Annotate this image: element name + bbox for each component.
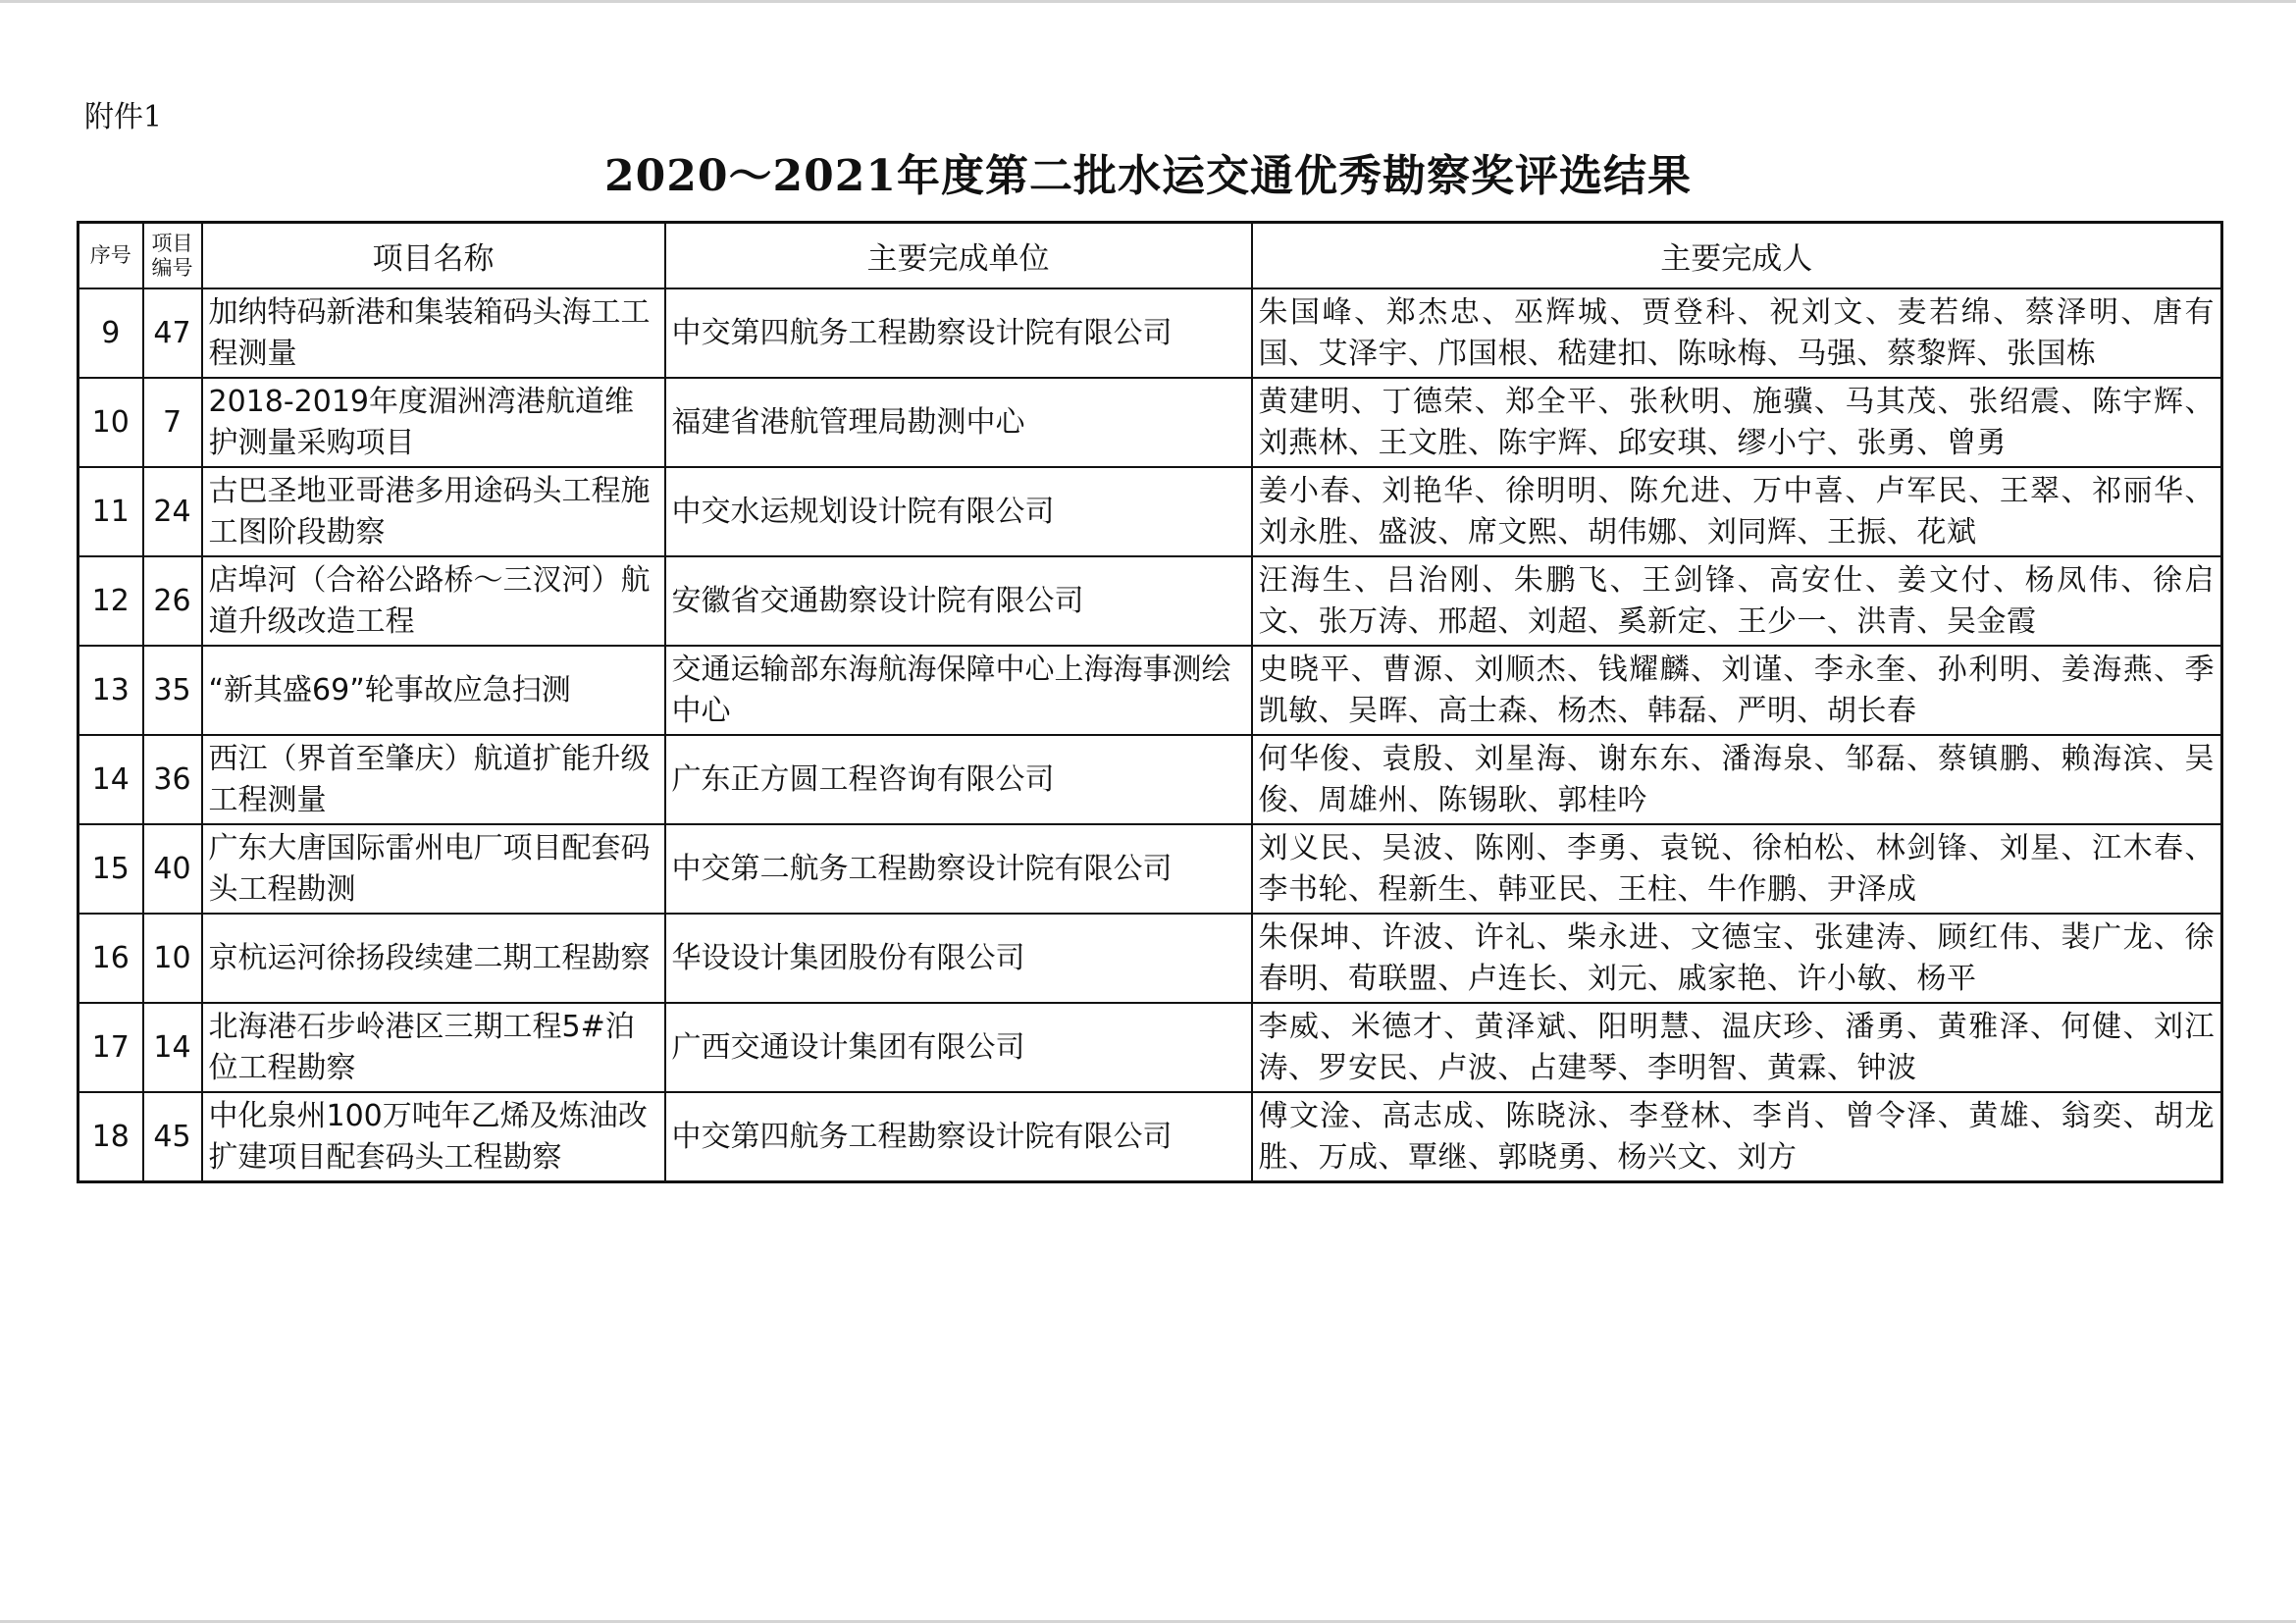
cell-project-name: 中化泉州100万吨年乙烯及炼油改扩建项目配套码头工程勘察 [202,1092,665,1182]
cell-project-no: 26 [143,556,202,646]
cell-project-no: 36 [143,735,202,824]
cell-project-name: 北海港石步岭港区三期工程5#泊位工程勘察 [202,1003,665,1092]
cell-project-no: 7 [143,378,202,467]
attachment-label: 附件1 [84,100,163,134]
cell-seq: 10 [78,378,143,467]
cell-people: 朱保坤、许波、许礼、柴永进、文德宝、张建涛、顾红伟、裴广龙、徐春明、荀联盟、卢连长、刘元、戚家艳、许小敏、杨平 [1252,914,2222,1003]
cell-project-no: 40 [143,824,202,914]
cell-seq: 14 [78,735,143,824]
header-project-no: 项目编号 [143,223,202,289]
cell-seq: 16 [78,914,143,1003]
cell-project-no: 14 [143,1003,202,1092]
cell-unit: 安徽省交通勘察设计院有限公司 [665,556,1252,646]
cell-unit: 广东正方圆工程咨询有限公司 [665,735,1252,824]
cell-unit: 中交第四航务工程勘察设计院有限公司 [665,1092,1252,1182]
cell-people: 姜小春、刘艳华、徐明明、陈允进、万中喜、卢军民、王翠、祁丽华、刘永胜、盛波、席文熙、胡伟娜、刘同辉、王振、花斌 [1252,467,2222,556]
header-unit: 主要完成单位 [665,223,1252,289]
cell-project-name: 2018-2019年度湄洲湾港航道维护测量采购项目 [202,378,665,467]
table-row [78,646,2222,735]
scan-edge-top [0,0,2296,3]
cell-seq: 9 [78,288,143,378]
cell-unit: 中交第四航务工程勘察设计院有限公司 [665,288,1252,378]
cell-unit: 福建省港航管理局勘测中心 [665,378,1252,467]
header-project-name: 项目名称 [202,223,665,289]
cell-people: 汪海生、吕治刚、朱鹏飞、王剑锋、高安仕、姜文付、杨凤伟、徐启文、张万涛、邢超、刘超、奚新定、王少一、洪青、吴金霞 [1252,556,2222,646]
cell-seq: 17 [78,1003,143,1092]
cell-unit: 广西交通设计集团有限公司 [665,1003,1252,1092]
cell-project-no: 45 [143,1092,202,1182]
table-row [78,1003,2222,1092]
table-body [78,288,2222,1182]
header-seq: 序号 [78,223,143,289]
cell-project-no: 24 [143,467,202,556]
cell-people: 刘义民、吴波、陈刚、李勇、袁锐、徐柏松、林剑锋、刘星、江木春、李书轮、程新生、韩亚民、王柱、牛作鹏、尹泽成 [1252,824,2222,914]
cell-seq: 15 [78,824,143,914]
header-row [78,223,2222,289]
table-row [78,1092,2222,1182]
cell-project-name: 店埠河（合裕公路桥～三汊河）航道升级改造工程 [202,556,665,646]
table-row [78,556,2222,646]
cell-people: 何华俊、袁殷、刘星海、谢东东、潘海泉、邹磊、蔡镇鹏、赖海滨、吴俊、周雄州、陈锡耿、郭桂吟 [1252,735,2222,824]
table-row [78,467,2222,556]
cell-seq: 13 [78,646,143,735]
cell-unit: 交通运输部东海航海保障中心上海海事测绘中心 [665,646,1252,735]
table-row [78,378,2222,467]
cell-unit: 华设设计集团股份有限公司 [665,914,1252,1003]
cell-project-name: 京杭运河徐扬段续建二期工程勘察 [202,914,665,1003]
table-row [78,288,2222,378]
cell-unit: 中交第二航务工程勘察设计院有限公司 [665,824,1252,914]
cell-project-name: 加纳特码新港和集装箱码头海工工程测量 [202,288,665,378]
cell-project-name: 西江（界首至肇庆）航道扩能升级工程测量 [202,735,665,824]
header-people: 主要完成人 [1252,223,2222,289]
results-table [77,221,2223,1183]
cell-seq: 12 [78,556,143,646]
table-header [78,223,2222,289]
table-row [78,824,2222,914]
document-title: 2020～2021年度第二批水运交通优秀勘察奖评选结果 [604,151,1692,201]
cell-project-name: 古巴圣地亚哥港多用途码头工程施工图阶段勘察 [202,467,665,556]
cell-project-name: 广东大唐国际雷州电厂项目配套码头工程勘测 [202,824,665,914]
table-row [78,735,2222,824]
cell-seq: 11 [78,467,143,556]
cell-project-no: 10 [143,914,202,1003]
cell-people: 朱国峰、郑杰忠、巫辉城、贾登科、祝刘文、麦若绵、蔡泽明、唐有国、艾泽宇、邝国根、嵇建扣、陈咏梅、马强、蔡黎辉、张国栋 [1252,288,2222,378]
cell-people: 史晓平、曹源、刘顺杰、钱耀麟、刘谨、李永奎、孙利明、姜海燕、季凯敏、吴晖、高士森、杨杰、韩磊、严明、胡长春 [1252,646,2222,735]
cell-seq: 18 [78,1092,143,1182]
cell-project-no: 47 [143,288,202,378]
cell-project-no: 35 [143,646,202,735]
table-row [78,914,2222,1003]
cell-people: 黄建明、丁德荣、郑全平、张秋明、施骥、马其茂、张绍震、陈宇辉、刘燕林、王文胜、陈宇辉、邱安琪、缪小宁、张勇、曾勇 [1252,378,2222,467]
cell-project-name: “新其盛69”轮事故应急扫测 [202,646,665,735]
cell-people: 傅文淦、高志成、陈晓泳、李登林、李肖、曾令泽、黄雄、翁奕、胡龙胜、万成、覃继、郭晓勇、杨兴文、刘方 [1252,1092,2222,1182]
cell-unit: 中交水运规划设计院有限公司 [665,467,1252,556]
cell-people: 李威、米德才、黄泽斌、阳明慧、温庆珍、潘勇、黄雅泽、何健、刘江涛、罗安民、卢波、占建琴、李明智、黄霖、钟波 [1252,1003,2222,1092]
